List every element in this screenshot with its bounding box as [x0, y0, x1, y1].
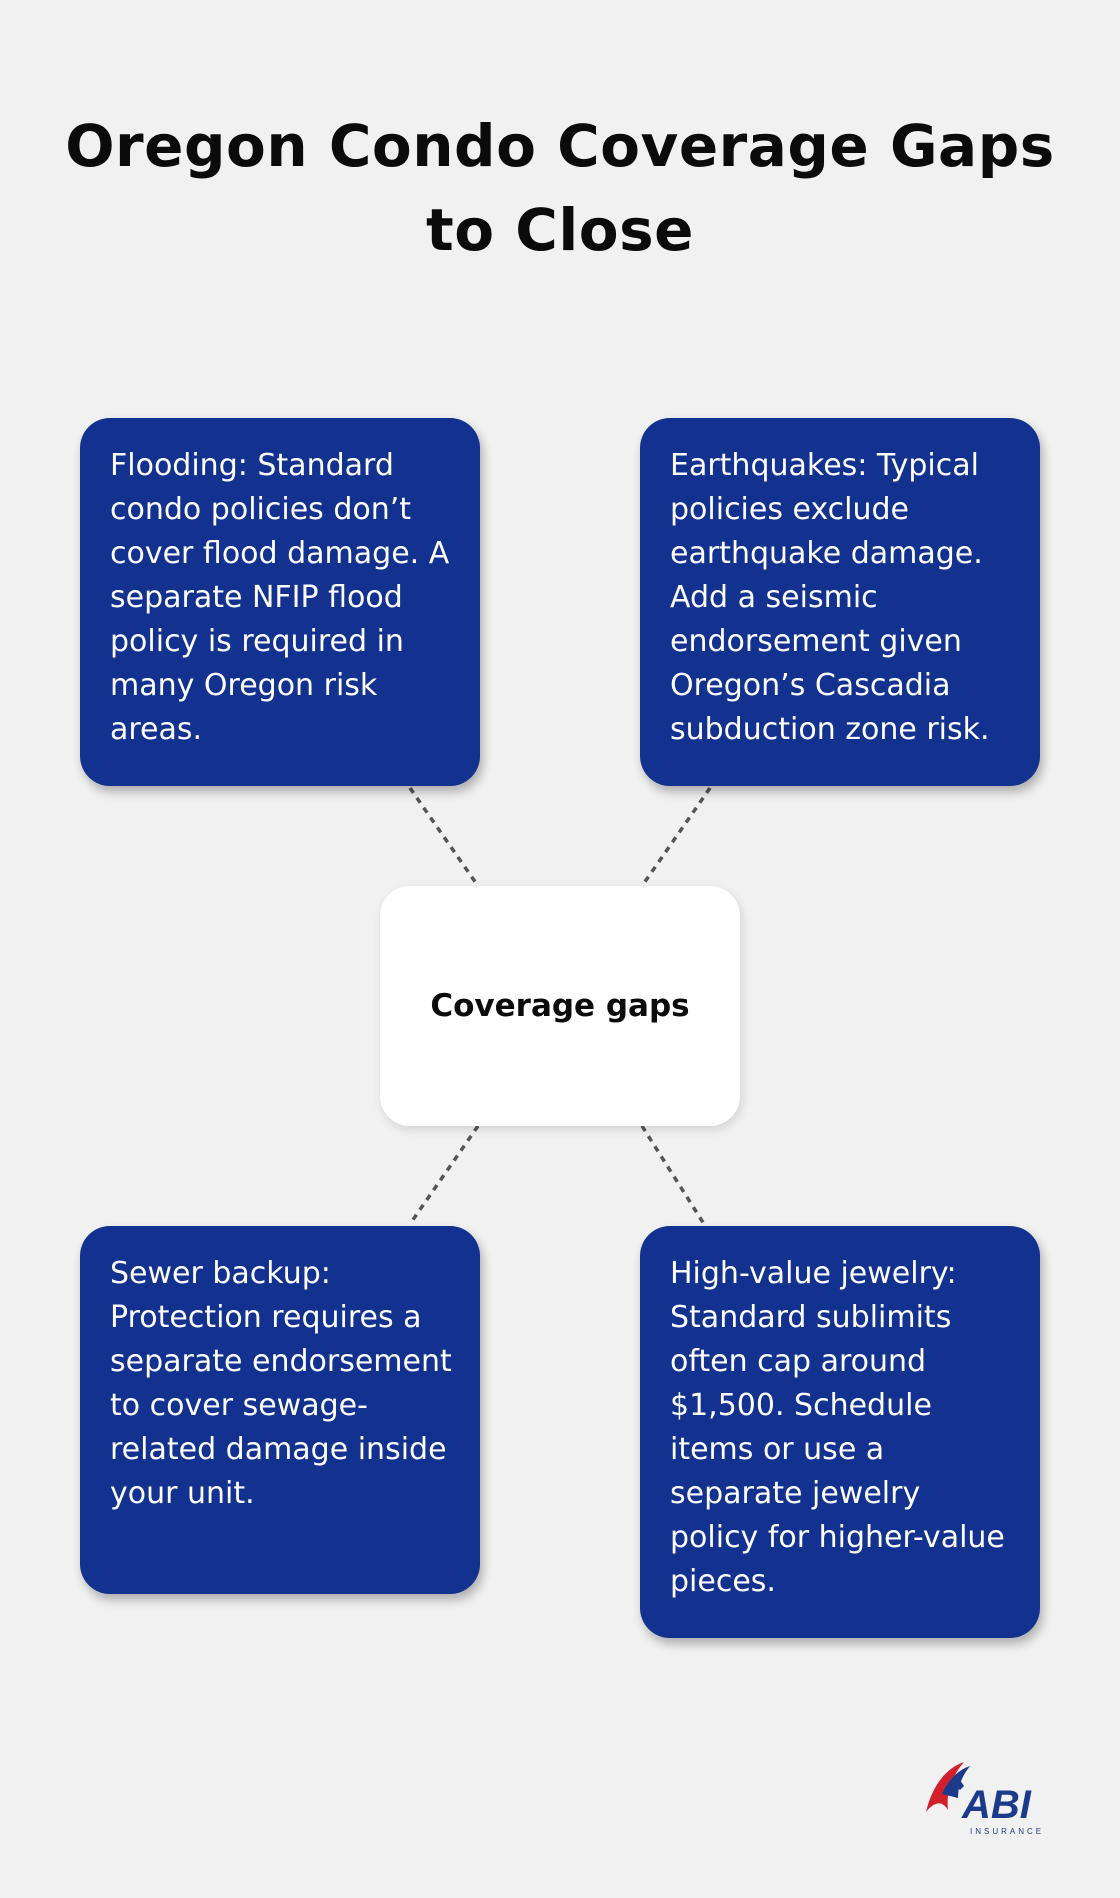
card-high-value-jewelry-text: High-value jewelry: Standard sublimits often cap around $1,500. Schedule items or use a separate jewelry policy for higher-value pieces.	[670, 1256, 1005, 1599]
logo-tagline: INSURANCE	[970, 1827, 1045, 1836]
card-sewer-backup	[80, 1226, 480, 1594]
connector-sewer	[410, 1126, 478, 1224]
card-earthquakes-text: Earthquakes: Typical policies exclude earthquake damage. Add a seismic endorsement given Oregon’s Cascadia subduction zone risk.	[670, 448, 990, 747]
connector-flooding	[410, 788, 478, 886]
connector-earthquakes	[642, 788, 710, 886]
center-label: Coverage gaps	[430, 988, 690, 1024]
card-earthquakes	[640, 418, 1040, 786]
card-flooding	[80, 418, 480, 786]
center-node	[380, 886, 740, 1126]
abi-logo	[920, 1756, 1060, 1840]
logo-wordmark: ABI	[962, 1783, 1031, 1827]
connector-jewelry	[642, 1126, 704, 1224]
card-flooding-text: Flooding: Standard condo policies don’t cover flood damage. A separate NFIP flood policy is required in many Oregon risk areas.	[110, 448, 450, 747]
card-sewer-backup-text: Sewer backup: Protection requires a separate endorsement to cover sewage-related damage inside your unit.	[110, 1256, 452, 1511]
page-title: Oregon Condo Coverage Gaps to Close	[65, 112, 1055, 264]
card-high-value-jewelry	[640, 1226, 1040, 1638]
